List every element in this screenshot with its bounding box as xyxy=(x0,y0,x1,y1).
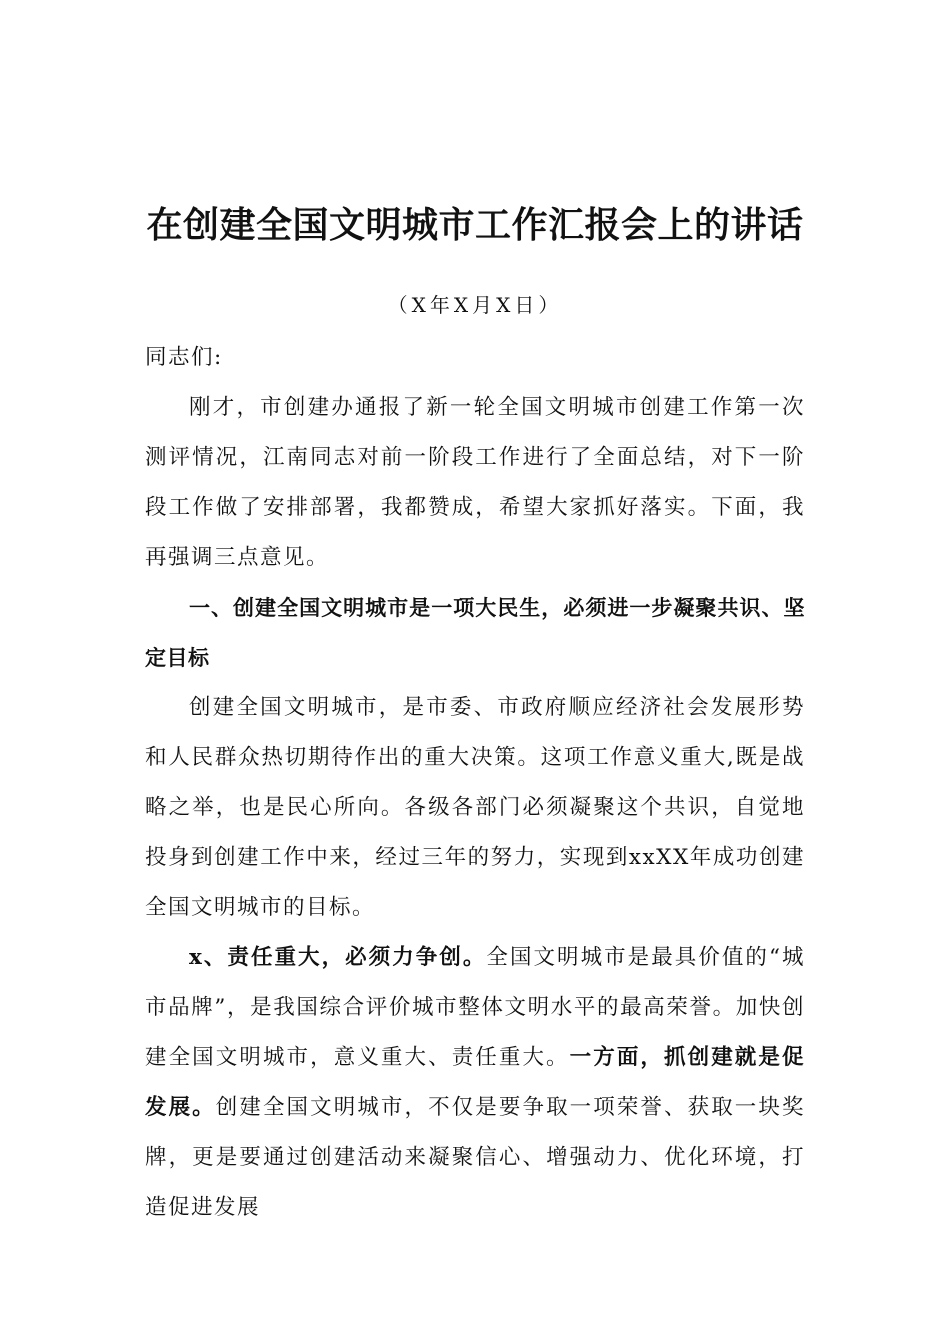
paragraph-text-1: 全国文明城市是最具价值的“城市品牌”，是我国综合评价城市整体文明水平的最高荣誉。加快创建全国文明城市，意义重大、责任重大。 xyxy=(145,945,805,1070)
salutation: 同志们: xyxy=(145,345,223,370)
document-body xyxy=(145,333,805,1233)
document-date: （X年X月X日） xyxy=(387,293,563,317)
paragraph-responsibility xyxy=(145,933,805,1233)
paragraph-text-2: 创建全国文明城市，不仅是要争取一项荣誉、获取一块奖牌，更是要通过创建活动来凝聚信心、增强动力、优化环境，打造促进发展 xyxy=(145,1095,805,1220)
paragraph-section-1: 创建全国文明城市，是市委、市政府顺应经济社会发展形势和人民群众热切期待作出的重大决策。这项工作意义重大,既是战略之举，也是民心所向。各级各部门必须凝聚这个共识，自觉地投身到创建工作中来，经过三年的努力，实现到xxXX年成功创建全国文明城市的目标。 xyxy=(145,695,805,920)
section-heading-1: 一、创建全国文明城市是一项大民生，必须进一步凝聚共识、坚定目标 xyxy=(145,596,805,670)
paragraph-bold-lead: x、责任重大，必须力争创。 xyxy=(189,945,487,970)
document-title: 在创建全国文明城市工作汇报会上的讲话 xyxy=(146,204,804,246)
paragraph-bold-mid: 一方面，抓创建就是促发展。 xyxy=(145,1045,805,1120)
paragraph-intro: 刚才，市创建办通报了新一轮全国文明城市创建工作第一次测评情况，江南同志对前一阶段工作进行了全面总结，对下一阶段工作做了安排部署，我都赞成，希望大家抓好落实。下面，我再强调三点意见。 xyxy=(145,395,805,570)
